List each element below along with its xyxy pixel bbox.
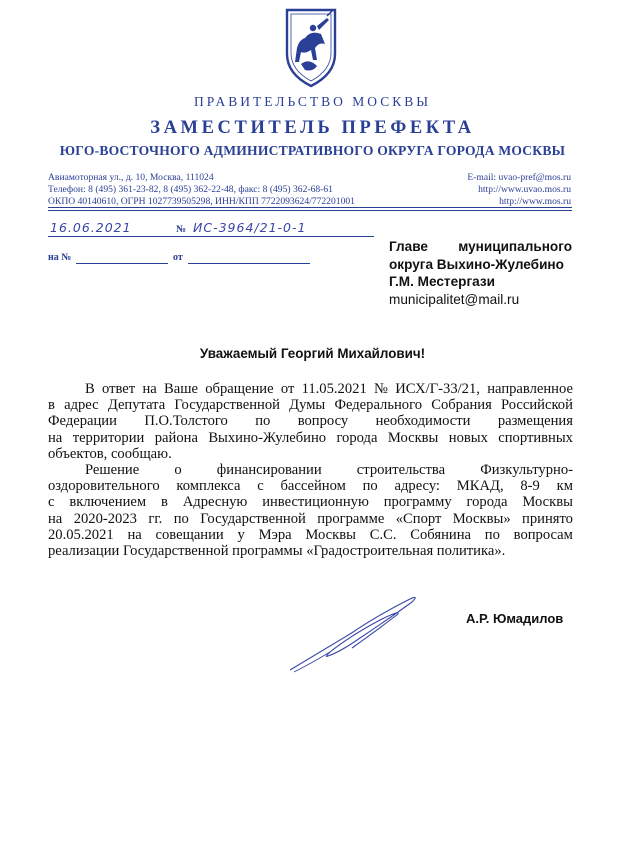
salutation: Уважаемый Георгий Михайлович! <box>199 346 426 361</box>
reply-number-blank <box>76 263 168 264</box>
body-line <box>48 397 573 413</box>
body-word: Российской <box>500 397 573 414</box>
body-text: объектов, сообщаю. <box>48 445 172 462</box>
body-word: № <box>374 381 388 397</box>
body-line <box>48 494 573 510</box>
email: E-mail: uvao-pref@mos.ru <box>467 172 571 183</box>
body-word: Федерального <box>334 397 423 414</box>
body-word: Москвы» <box>452 510 511 527</box>
body-word: ИСХ/Г-33/21, <box>395 381 480 397</box>
body-word: Адресную <box>182 494 248 511</box>
body-word: 8-9 <box>520 478 540 495</box>
body-word: по <box>173 510 189 527</box>
addressee-name: Г.М. Местергази <box>389 274 495 289</box>
body-word: финансировании <box>216 462 322 479</box>
body-word: направленное <box>487 381 573 397</box>
body-word: гг. <box>148 510 163 527</box>
body-word: Государственной <box>174 397 280 414</box>
registration-ids: ОКПО 40140610, ОГРН 1027739505298, ИНН/КПП 7722093624/772201001 <box>48 196 355 208</box>
body-word: Мэра <box>258 526 292 543</box>
signer-name: А.Р. Юмадилов <box>466 611 564 626</box>
body-word: о <box>174 462 182 479</box>
body-word: 11.05.2021 <box>301 381 367 397</box>
letter-body <box>48 381 573 559</box>
addressee-block <box>389 238 572 308</box>
body-line <box>48 543 573 559</box>
body-word: Москвы <box>522 494 573 511</box>
outgoing-registration <box>48 220 378 240</box>
body-word: на <box>48 510 63 527</box>
body-word: ответ <box>102 381 136 397</box>
addressee-email: municipalitet@mail.ru <box>389 291 520 307</box>
body-line <box>48 446 573 462</box>
reply-number-label: на № <box>48 252 72 263</box>
body-text: реализации Государственной программы «Градостроительная политика». <box>48 543 506 560</box>
body-word: П.О.Толстого <box>144 413 228 430</box>
body-word: оздоровительного <box>48 478 160 495</box>
body-line <box>48 381 573 397</box>
moscow-coat-of-arms-icon <box>283 8 339 88</box>
body-word: города <box>466 494 508 511</box>
district-title: ЮГО-ВОСТОЧНОГО АДМИНИСТРАТИВНОГО ОКРУГА ГОРОДА МОСКВЫ <box>59 143 566 158</box>
body-word: Федерации <box>48 413 117 430</box>
body-line <box>48 462 573 478</box>
body-word: в <box>48 397 55 414</box>
body-line <box>48 511 573 527</box>
body-word: С.С. <box>369 526 397 543</box>
body-line <box>48 527 573 543</box>
body-word: города <box>336 429 378 446</box>
body-word: вопросам <box>513 526 573 543</box>
handwritten-signature <box>280 582 440 682</box>
handwritten-number: ИС-3964/21-0-1 <box>193 220 307 235</box>
reply-date-blank <box>188 263 310 264</box>
body-word: Физкультурно- <box>480 462 573 479</box>
body-word: В <box>85 381 95 397</box>
body-word: спортивных <box>498 429 573 446</box>
body-word: Депутата <box>107 397 166 414</box>
body-line <box>48 413 573 429</box>
body-word: совещании <box>155 526 224 543</box>
body-word: комплекса <box>176 478 241 495</box>
number-label: № <box>176 224 187 235</box>
body-word: в <box>160 494 168 511</box>
body-word: принято <box>522 510 573 527</box>
body-word: Государственной <box>200 510 306 527</box>
body-word: на <box>142 381 157 397</box>
body-word: с <box>257 478 264 495</box>
body-line <box>48 478 573 494</box>
body-word: от <box>280 381 295 397</box>
body-word: 2020-2023 <box>73 510 137 527</box>
body-word: у <box>237 526 245 543</box>
letterhead-divider-thin <box>48 210 572 211</box>
body-word: адресу: <box>394 478 440 495</box>
body-word: на <box>48 429 63 446</box>
letterhead-contacts <box>48 172 571 209</box>
body-word: инвестиционную <box>262 494 369 511</box>
addressee-word: муниципального <box>458 239 572 254</box>
body-word: включением <box>69 494 147 511</box>
body-word: км <box>556 478 573 495</box>
phones: Телефон: 8 (495) 361-23-82, 8 (495) 362-22-48, факс: 8 (495) 362-68-61 <box>48 184 333 196</box>
body-word: на <box>127 526 142 543</box>
government-title: ПРАВИТЕЛЬСТВО МОСКВЫ <box>193 94 431 109</box>
body-word: Собянина <box>410 526 471 543</box>
body-word: обращение <box>205 381 274 397</box>
body-word: «Спорт <box>395 510 442 527</box>
body-word: размещения <box>497 413 573 430</box>
body-word: с <box>48 494 55 511</box>
deputy-prefect-title: ЗАМЕСТИТЕЛЬ ПРЕФЕКТА <box>150 118 475 138</box>
body-word: района <box>154 429 198 446</box>
body-word: по <box>255 413 271 430</box>
body-word: новых <box>448 429 488 446</box>
body-word: программе <box>317 510 385 527</box>
registration-underline <box>48 236 374 237</box>
body-word: необходимости <box>375 413 471 430</box>
body-word: территории <box>72 429 145 446</box>
body-word: Собрания <box>431 397 492 414</box>
body-word: программу <box>383 494 452 511</box>
body-word: вопросу <box>297 413 349 430</box>
body-word: 20.05.2021 <box>48 526 114 543</box>
body-word: строительства <box>356 462 446 479</box>
body-word: Решение <box>85 462 140 479</box>
body-word: Думы <box>289 397 326 414</box>
letterhead-divider <box>48 207 572 208</box>
handwritten-date: 16.06.2021 <box>50 220 132 235</box>
body-word: Ваше <box>164 381 198 397</box>
body-word: Москвы <box>305 526 356 543</box>
reply-to-reference <box>48 252 310 266</box>
addressee-district: округа Выхино-Жулебино <box>389 256 564 272</box>
body-line <box>48 430 573 446</box>
body-word: Выхино-Жулебино <box>208 429 327 446</box>
addressee-word: Главе <box>389 239 428 254</box>
body-word: МКАД, <box>456 478 504 495</box>
address: Авиамоторная ул., д. 10, Москва, 111024 <box>48 172 214 183</box>
body-word: адрес <box>64 397 99 414</box>
website-uvao: http://www.uvao.mos.ru <box>478 184 571 196</box>
body-word: по <box>362 478 378 495</box>
reply-date-label: от <box>173 252 183 263</box>
body-word: по <box>484 526 500 543</box>
website-mos: http://www.mos.ru <box>499 196 571 208</box>
body-word: бассейном <box>280 478 346 495</box>
body-word: Москвы <box>387 429 439 446</box>
